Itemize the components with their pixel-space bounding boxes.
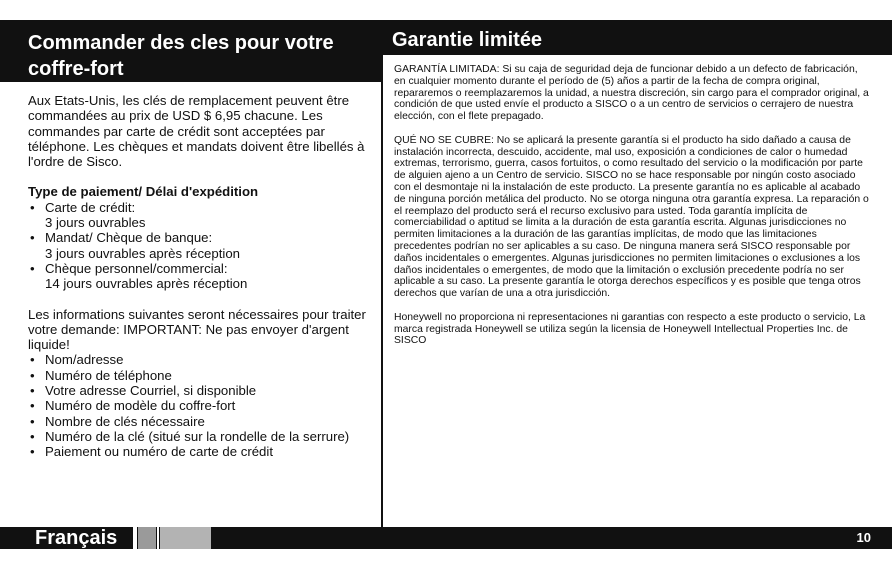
language-label: Français xyxy=(35,527,118,549)
right-column xyxy=(382,20,892,359)
info-item: • Paiement ou numéro de carte de crédit xyxy=(28,444,373,459)
footer-stripe xyxy=(138,527,156,549)
payment-delay: 3 jours ouvrables après réception xyxy=(45,245,240,261)
info-item: • Numéro de téléphone xyxy=(28,368,373,383)
payment-method: Chèque personnel/commercial: xyxy=(45,260,228,276)
payment-heading: Type de paiement/ Délai d'expédition xyxy=(28,184,259,200)
footer-stripe xyxy=(160,527,211,549)
left-section-title: Commander des cles pour votre coffre-fort xyxy=(0,20,381,82)
left-column xyxy=(0,20,381,460)
info-item: • Votre adresse Courriel, si disponible xyxy=(28,383,373,398)
intro-paragraph: Aux Etats-Unis, les clés de remplacement peuvent être commandées au prix de USD $ 6,95 chacune. Les commandes par carte de crédit sont acceptées par téléphone. Les chèques et mandats doivent être libellés à l'ordre de Sisco. xyxy=(28,93,365,170)
exclusions-paragraph: QUÉ NO SE CUBRE: No se aplicará la presente garantía si el producto ha sido dañado a causa de instalación incorrecta, descuido, accidente, mal uso, exposición a condiciones de calor o humedad extremas, terrorismo, guerra, casos fortuitos, o como resultado del servicio o la modificación por parte de alguien ajeno a un Centro de servicio. SISCO no se hace responsable por ningún costo asociado con el desmontaje ni la instalación de este producto. La presente garantía no es aplicable al acabado de ninguna porción metálica del producto. No se otorga ninguna otra garantía expresa. La reparación o el reemplazo del producto será el recurso exclusivo para usted. Toda garantía implícita de comerciabilidad o aptitud se limita a la duración de esta garantía escrita. Algunas jurisdicciones no permiten limitaciones a la duración de las garantías implícitas, de modo que las limitaciones precedentes podrían no ser aplicables a su caso. De ninguna manera será SISCO responsable por daños incidentales o emergentes. Algunas jurisdicciones no permiten limitaciones o exclusiones a los daños incidentales o emergentes, de modo que la limitación o exclusión precedente podría no ser aplicable a su caso. La presente garantía le otorga derechos específicos y es posible que tenga otros derechos que varían de una a otra jurisdicción. xyxy=(394,134,869,300)
footer-stripe xyxy=(157,527,159,549)
left-section-body xyxy=(0,82,381,460)
payment-delay: 14 jours ouvrables après réception xyxy=(45,276,248,292)
info-intro: Les informations suivantes seront nécessaires pour traiter votre demande: IMPORTANT: Ne pas envoyer d'argent liquide! xyxy=(28,306,366,353)
payment-item xyxy=(28,230,373,261)
info-item: • Nombre de clés nécessaire xyxy=(28,414,373,429)
payment-method: Mandat/ Chèque de banque: xyxy=(45,230,213,246)
right-section-title: Garantie limitée xyxy=(382,20,892,55)
info-item: • Nom/adresse xyxy=(28,352,373,367)
info-item: • Numéro de modèle du coffre-fort xyxy=(28,398,373,413)
right-section-body xyxy=(382,55,892,347)
info-item: • Numéro de la clé (situé sur la rondelle de la serrure) xyxy=(28,429,373,444)
payment-item xyxy=(28,261,373,292)
trademark-paragraph: Honeywell no proporciona ni representaciones ni garantias con respecto a este producto o servicio, La marca registrada Honeywell se utiliza según la licensia de Honeywell Intellectual Properties Inc. de SISCO xyxy=(394,311,866,347)
warranty-paragraph: GARANTÍA LIMITADA: Si su caja de seguridad deja de funcionar debido a un defecto de fabricación, en cualquier momento durante el período de (5) años a partir de la fecha de compra original, repararemos o reemplazaremos la unidad, a nuestra discreción, sin cargo para el comprador original, a condición de que usted envíe el producto a SISCO o a un centro de servicios o cerrajero de nuestra elección, con el flete prepagado. xyxy=(394,64,869,123)
payment-item xyxy=(28,200,373,231)
page-footer xyxy=(0,527,892,549)
payment-delay: 3 jours ouvrables xyxy=(45,215,146,231)
page-number: 10 xyxy=(856,530,871,545)
payment-method: Carte de crédit: xyxy=(45,199,136,215)
payment-list xyxy=(28,200,373,292)
footer-stripe xyxy=(133,527,137,549)
info-list xyxy=(28,352,373,459)
